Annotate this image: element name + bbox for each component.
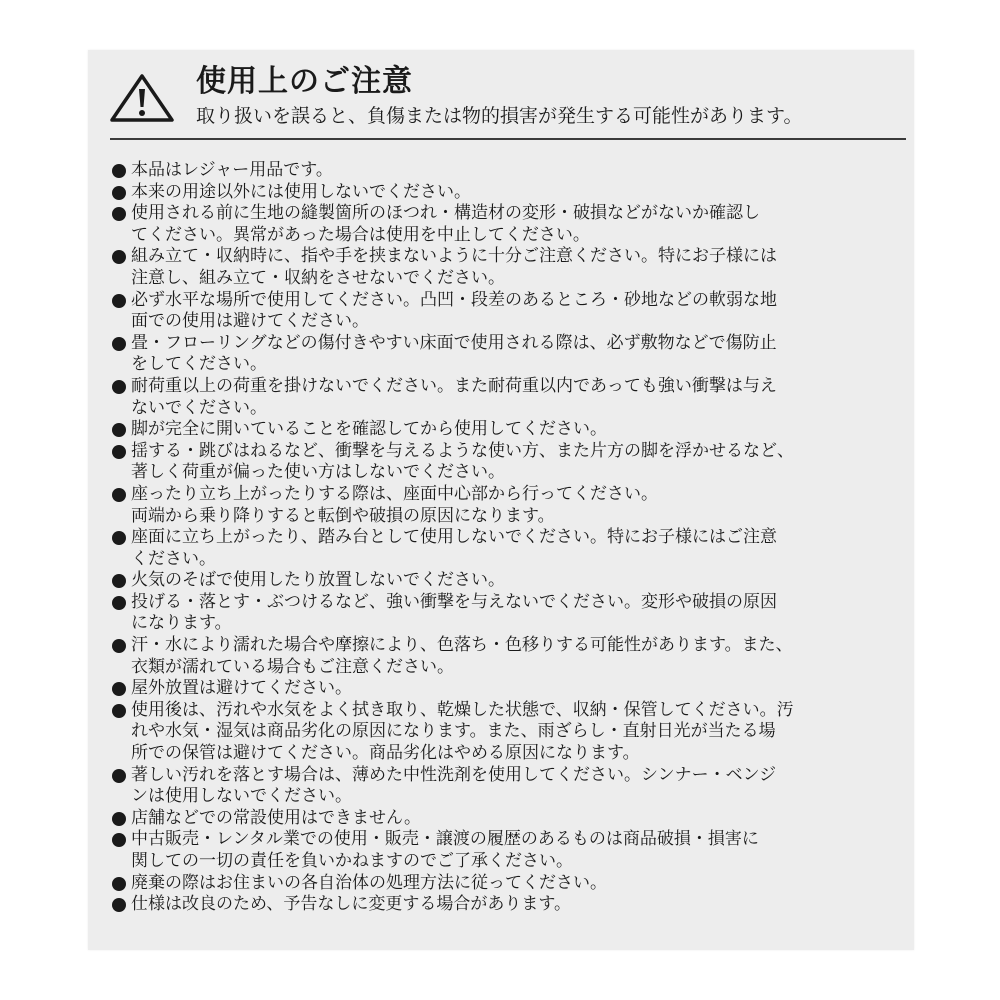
caution-item: [110, 376, 906, 419]
caution-item: [110, 873, 906, 895]
caution-sheet: [88, 50, 914, 950]
caution-item: [110, 160, 906, 182]
caution-item-line: 組み立て・収納時に、指や手を挟まないように十分ご注意ください。特にお子様には: [131, 246, 777, 267]
caution-item: [110, 635, 906, 678]
caution-item-line: 中古販売・レンタル業での使用・販売・譲渡の履歴のあるものは商品破損・損害に: [131, 829, 759, 850]
caution-item-line: 注意し、組み立て・収納をさせないでください。: [131, 267, 505, 288]
caution-item-line: てください。異常があった場合は使用を中止してください。: [131, 224, 590, 245]
caution-item: [110, 182, 906, 204]
caution-item-line: 衣類が濡れている場合もご注意ください。: [131, 656, 454, 677]
caution-item-line: 屋外放置は避けてください。: [131, 678, 352, 699]
caution-item-line: 著しく荷重が偏った使い方はしないでください。: [131, 462, 505, 483]
caution-header: [88, 50, 914, 138]
caution-item-line: 本品はレジャー用品です。: [131, 160, 333, 180]
caution-item: [110, 246, 906, 289]
caution-item-line: 使用後は、汚れや水気をよく拭き取り、乾燥した状態で、収納・保管してください。汚: [131, 699, 794, 720]
caution-item-line: 仕様は改良のため、予告なしに変更する場合があります。: [131, 894, 571, 915]
caution-item: [110, 592, 906, 635]
caution-item: [110, 570, 906, 592]
caution-item: [110, 894, 906, 916]
page-title: 使用上のご注意: [196, 64, 413, 99]
caution-item-line: 脚が完全に開いていることを確認してから使用してください。: [131, 419, 607, 440]
caution-item: [110, 527, 906, 570]
caution-item-line: 耐荷重以上の荷重を掛けないでください。また耐荷重以内であっても強い衝撃は与え: [131, 375, 777, 396]
header-divider: [110, 138, 906, 140]
caution-item-line: 面での使用は避けてください。: [131, 311, 369, 332]
caution-item-line: 両端から乗り降りすると転倒や破損の原因になります。: [131, 505, 555, 526]
caution-item-line: 投げる・落とす・ぶつけるなど、強い衝撃を与えないでください。変形や破損の原因: [131, 591, 777, 612]
caution-item-line: 所での保管は避けてください。商品劣化はやめる原因になります。: [131, 743, 640, 764]
page-subtitle: 取り扱いを誤ると、負傷または物的損害が発生する可能性があります。: [196, 105, 803, 127]
caution-item: [110, 700, 906, 765]
caution-item-line: 必ず水平な場所で使用してください。凸凹・段差のあるところ・砂地などの軟弱な地: [131, 289, 777, 310]
caution-item-line: ください。: [131, 548, 216, 569]
caution-item-line: 廃棄の際はお住まいの各自治体の処理方法に従ってください。: [131, 872, 607, 893]
caution-item-line: 火気のそばで使用したり放置しないでください。: [131, 570, 505, 591]
caution-item-line: 関しての一切の責任を負いかねますのでご了承ください。: [131, 851, 573, 871]
caution-item-line: 座面に立ち上がったり、踏み台として使用しないでください。特にお子様にはご注意: [131, 527, 777, 548]
caution-item: [110, 203, 906, 246]
caution-item-line: れや水気・湿気は商品劣化の原因になります。また、雨ざらし・直射日光が当たる場: [131, 721, 776, 742]
caution-item: [110, 765, 906, 808]
caution-item-line: 畳・フローリングなどの傷付きやすい床面で使用される際は、必ず敷物などで傷防止: [131, 332, 777, 353]
warning-triangle-icon: [108, 72, 176, 124]
caution-item: [110, 808, 906, 830]
caution-item-line: 店舗などでの常設使用はできません。: [131, 807, 422, 828]
caution-item: [110, 484, 906, 527]
caution-item-line: 著しい汚れを落とす場合は、薄めた中性洗剤を使用してください。シンナー・ベンジ: [131, 764, 777, 785]
caution-item-line: になります。: [131, 613, 232, 634]
caution-item-line: 使用される前に生地の縫製箇所のほつれ・構造材の変形・破損などがないか確認し: [131, 203, 760, 224]
caution-item-line: 汗・水により濡れた場合や摩擦により、色落ち・色移りする可能性があります。また、: [131, 635, 793, 656]
caution-item-line: 揺する・跳びはねるなど、衝撃を与えるような使い方、また片方の脚を浮かせるなど、: [131, 440, 794, 461]
caution-item: [110, 333, 906, 376]
caution-item: [110, 290, 906, 333]
caution-item-line: 座ったり立ち上がったりする際は、座面中心部から行ってください。: [131, 483, 658, 504]
caution-item: [110, 441, 906, 484]
caution-item: [110, 678, 906, 700]
caution-item-line: をしてください。: [131, 354, 267, 375]
caution-item: [110, 829, 906, 872]
caution-item: [110, 419, 906, 441]
caution-list: [110, 160, 906, 916]
caution-item-line: ンは使用しないでください。: [131, 786, 352, 807]
caution-item-line: ないでください。: [131, 397, 267, 418]
caution-item-line: 本来の用途以外には使用しないでください。: [131, 181, 471, 202]
